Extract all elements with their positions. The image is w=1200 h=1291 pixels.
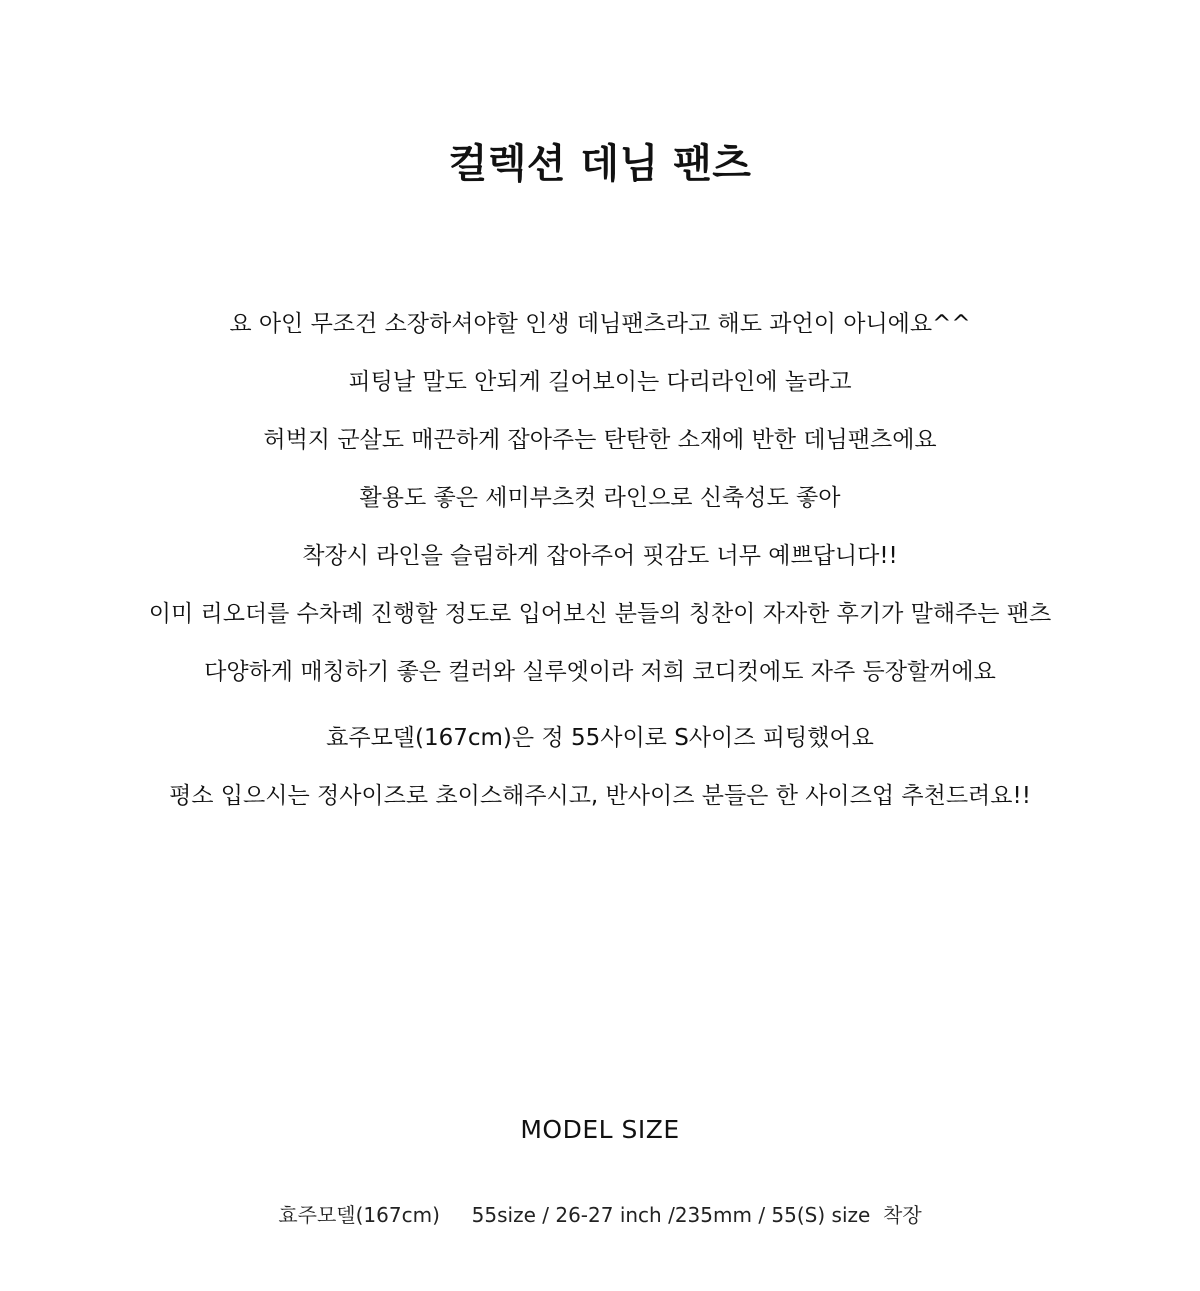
description-line: 허벅지 군살도 매끈하게 잡아주는 탄탄한 소재에 반한 데님팬츠에요 <box>263 427 937 453</box>
fit-description <box>0 720 1200 836</box>
model-size-info: 효주모델(167cm) 55size / 26-27 inch /235mm / 55(S) size 착장 <box>278 1203 922 1227</box>
description-line: 다양하게 매칭하기 좋은 컬러와 실루엣이라 저희 코디컷에도 자주 등장할꺼에요 <box>204 659 996 685</box>
description-line: 활용도 좋은 세미부츠컷 라인으로 신축성도 좋아 <box>359 485 841 511</box>
description-line: 피팅날 말도 안되게 길어보이는 다리라인에 놀라고 <box>348 369 852 395</box>
fit-line: 평소 입으시는 정사이즈로 초이스해주시고, 반사이즈 분들은 한 사이즈업 추천드려요!! <box>169 783 1031 809</box>
description-line: 이미 리오더를 수차례 진행할 정도로 입어보신 분들의 칭찬이 자자한 후기가 말해주는 팬츠 <box>148 601 1052 627</box>
product-title: 컬렉션 데님 팬츠 <box>448 141 752 187</box>
description-line: 착장시 라인을 슬림하게 잡아주어 핏감도 너무 예쁘답니다!! <box>302 543 898 569</box>
model-size-heading: MODEL SIZE <box>520 1115 680 1144</box>
fit-line: 효주모델(167cm)은 정 55사이로 S사이즈 피팅했어요 <box>326 725 874 751</box>
product-description <box>0 306 1200 712</box>
description-line: 요 아인 무조건 소장하셔야할 인생 데님팬츠라고 해도 과언이 아니에요^^ <box>229 311 971 337</box>
